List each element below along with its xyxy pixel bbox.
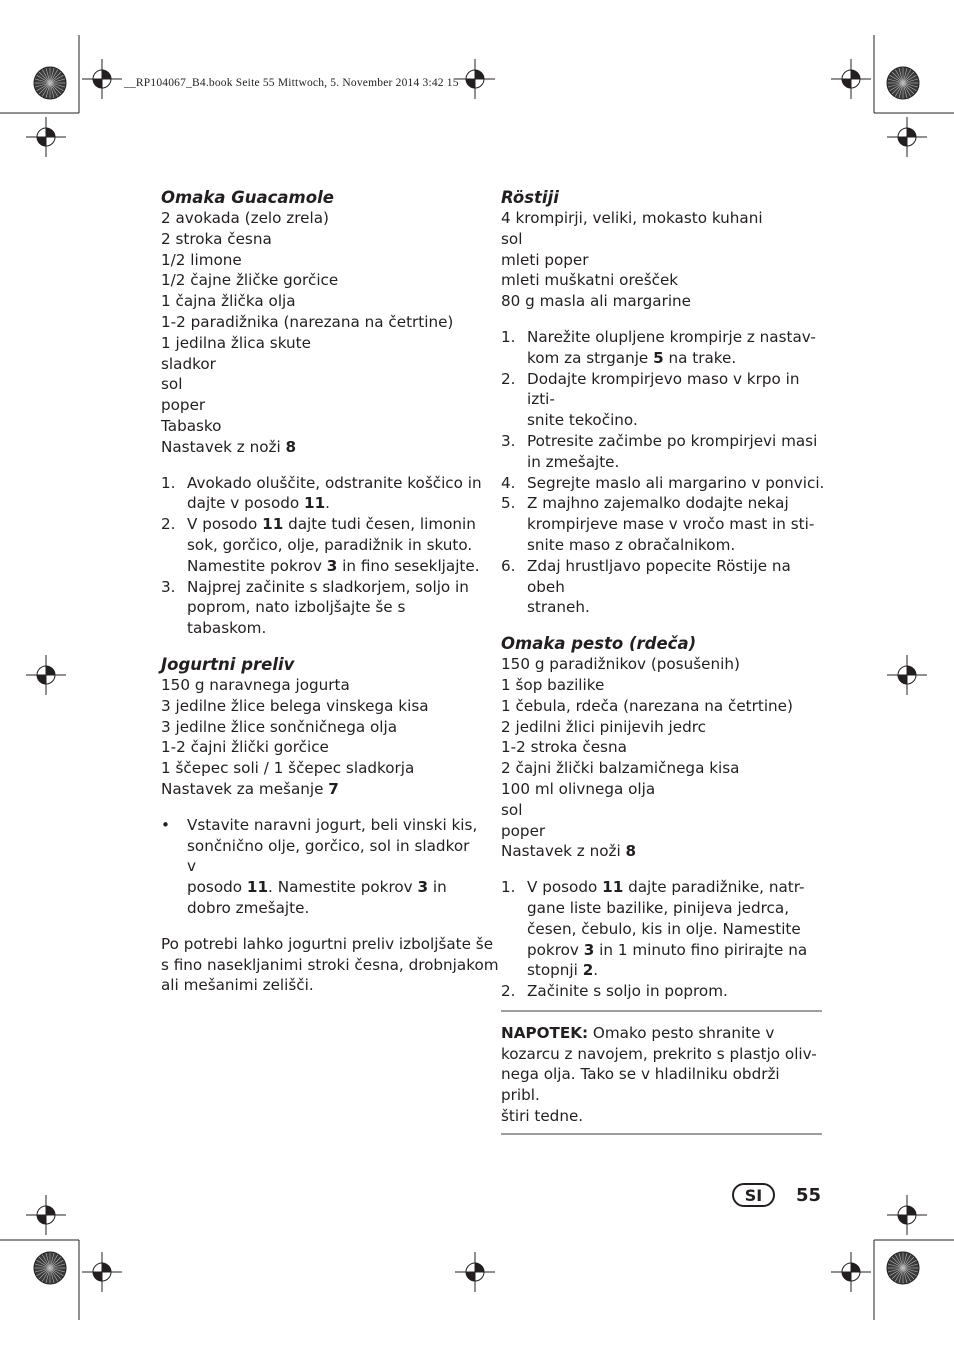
rostiji-step-2: 2. Dodajte krompirjevo maso v krpo in izti- snite tekočino. bbox=[501, 369, 800, 430]
rostiji-step-1: 1. Narežite olupljene krompirje z nastav- kom za strganje 5 na trake. bbox=[501, 327, 816, 367]
ingredient-line: 1-2 stroka česna bbox=[501, 738, 627, 757]
registration-target bbox=[455, 59, 495, 99]
ingredient-line: 1 čebula, rdeča (narezana na četrtine) bbox=[501, 696, 793, 715]
pesto-attachment: Nastavek z noži 8 bbox=[501, 842, 637, 861]
jogurt-bullet: • Vstavite naravni jogurt, beli vinski kis, sončnično olje, gorčico, sol in sladkor v posodo 11. Namestite pokrov 3 in dobro zmešajte. bbox=[161, 815, 478, 917]
rostiji-ingredients bbox=[501, 208, 825, 312]
guacamole-title: Omaka Guacamole bbox=[161, 188, 334, 207]
registration-target bbox=[82, 1252, 122, 1292]
page-footer bbox=[732, 1183, 821, 1207]
registration-target bbox=[26, 117, 66, 157]
ingredient-line: sol bbox=[161, 375, 183, 394]
ingredient-line: 1 ščepec soli / 1 ščepec sladkorja bbox=[161, 759, 415, 778]
ingredient-line: 1/2 limone bbox=[161, 250, 242, 269]
jogurt-tip bbox=[161, 934, 499, 996]
registration-target bbox=[831, 1252, 871, 1292]
color-starburst bbox=[34, 67, 66, 99]
ingredient-line: 2 jedilni žlici pinijevih jedrc bbox=[501, 717, 707, 736]
rostiji-step-3: 3. Potresite začimbe po krompirjevi masi in zmešajte. bbox=[501, 431, 818, 471]
ingredient-line: 1/2 čajne žličke gorčice bbox=[161, 271, 339, 290]
guacamole-step-3: 3. Najprej začinite s sladkorjem, soljo in poprom, nato izboljšajte še s tabaskom. bbox=[161, 577, 469, 638]
registration-target bbox=[887, 1195, 927, 1235]
ingredient-line: 1 šop bazilike bbox=[501, 675, 605, 694]
registration-target bbox=[82, 59, 122, 99]
jogurt-attachment: Nastavek za mešanje 7 bbox=[161, 779, 339, 798]
registration-target bbox=[887, 655, 927, 695]
ingredient-line: poper bbox=[501, 821, 546, 840]
registration-target bbox=[26, 655, 66, 695]
ingredient-line: 1 jedilna žlica skute bbox=[161, 333, 311, 352]
rostiji-step-5: 5. Z majhno zajemalko dodajte nekaj krompirjeve mase v vročo mast in sti- snite maso z obračalnikom. bbox=[501, 494, 815, 554]
color-starburst bbox=[887, 1252, 919, 1284]
ingredient-line: 2 stroka česna bbox=[161, 229, 272, 248]
left-column bbox=[161, 188, 499, 996]
language-badge: SI bbox=[732, 1183, 775, 1207]
ingredient-line: mleti poper bbox=[501, 250, 589, 269]
print-header: __RP104067_B4.book Seite 55 Mittwoch, 5. November 2014 3:42 15 bbox=[124, 77, 459, 89]
pesto-note: NAPOTEK: Omako pesto shranite v kozarcu z navojem, prekrito s plastjo oliv- nega olja. Tako se v hladilniku obdrži pribl. štiri tedne. bbox=[501, 1010, 822, 1135]
ingredient-line: poper bbox=[161, 396, 206, 415]
rostiji-title: Röstiji bbox=[501, 188, 559, 207]
ingredient-line: 3 jedilne žlice belega vinskega kisa bbox=[161, 696, 429, 715]
color-starburst bbox=[34, 1252, 66, 1284]
pesto-title: Omaka pesto (rdeča) bbox=[501, 634, 697, 654]
guacamole-ingredients bbox=[161, 208, 483, 437]
ingredient-line: sol bbox=[501, 800, 523, 819]
note-label: NAPOTEK: bbox=[501, 1023, 589, 1042]
ingredient-line: 1-2 paradižnika (narezana na četrtine) bbox=[161, 312, 454, 331]
ingredient-line: 1-2 čajni žlički gorčice bbox=[161, 738, 329, 757]
ingredient-line: 1 čajna žlička olja bbox=[161, 292, 296, 311]
tip-line: Po potrebi lahko jogurtni preliv izboljšate še bbox=[161, 934, 494, 953]
registration-target bbox=[26, 1195, 66, 1235]
ingredient-line: 150 g paradižnikov (posušenih) bbox=[501, 655, 740, 674]
tip-line: ali mešanimi zelišči. bbox=[161, 976, 314, 995]
ingredient-line: sol bbox=[501, 229, 523, 248]
ingredient-line: 3 jedilne žlice sončničnega olja bbox=[161, 717, 398, 736]
registration-target bbox=[455, 1252, 495, 1292]
pesto-ingredients bbox=[501, 654, 825, 841]
ingredient-line: 100 ml olivnega olja bbox=[501, 779, 656, 798]
guacamole-step-1: 1. Avokado oluščite, odstranite koščico in dajte v posodo 11. bbox=[161, 473, 482, 513]
tip-line: s fino nasekljanimi stroki česna, drobnjakom bbox=[161, 955, 499, 974]
guacamole-step-2: 2. V posodo 11 dajte tudi česen, limonin sok, gorčico, olje, paradižnik in skuto. Namestite pokrov 3 in fino sesekljajte. bbox=[161, 515, 480, 575]
jogurt-ingredients bbox=[161, 675, 483, 779]
ingredient-line: 2 avokada (zelo zrela) bbox=[161, 209, 329, 227]
jogurt-title: Jogurtni preliv bbox=[161, 654, 295, 674]
guacamole-attachment: Nastavek z noži 8 bbox=[161, 437, 297, 456]
registration-target bbox=[887, 117, 927, 157]
pesto-step-2: 2. Začinite s soljo in poprom. bbox=[501, 982, 728, 1001]
rostiji-step-4: 4. Segrejte maslo ali margarino v ponvici. bbox=[501, 473, 825, 492]
pesto-step-1: 1. V posodo 11 dajte paradižnike, natr- gane liste bazilike, pinijeva jedrca, česen, čebulo, kis in olje. Namestite pokrov 3 in 1 minuto fino pirirajte na stopnji 2. bbox=[501, 878, 808, 980]
color-starburst bbox=[887, 67, 919, 99]
ingredient-line: 150 g naravnega jogurta bbox=[161, 675, 350, 694]
ingredient-line: 80 g masla ali margarine bbox=[501, 292, 692, 311]
ingredient-line: Tabasko bbox=[161, 416, 222, 435]
right-column bbox=[501, 188, 825, 1135]
ingredient-line: sladkor bbox=[161, 354, 216, 373]
registration-target bbox=[831, 59, 871, 99]
ingredient-line: 2 čajni žlički balzamičnega kisa bbox=[501, 759, 740, 778]
rostiji-step-6: 6. Zdaj hrustljavo popecite Röstije na obeh straneh. bbox=[501, 556, 791, 617]
ingredient-line: mleti muškatni orešček bbox=[501, 271, 679, 290]
page-number: 55 bbox=[796, 1184, 822, 1206]
ingredient-line: 4 krompirji, veliki, mokasto kuhani bbox=[501, 209, 763, 227]
